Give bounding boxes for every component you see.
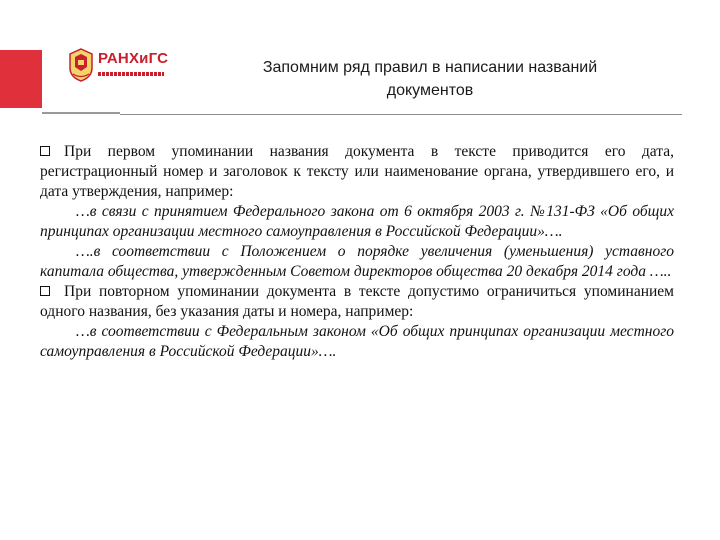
example-short-name: …в соответствии с Федеральным законом «Об общих принципах организации местного самоуправления в Российской Федерации»…. <box>40 323 674 360</box>
accent-bar <box>0 50 42 108</box>
rule-first-mention-text: При первом упоминании названия документа в тексте приводится его дата, регистрационный номер и заголовок к тексту или наименование органа, утвердившего его, и дата утверждения, например: <box>40 143 674 200</box>
accent-divider <box>42 112 120 114</box>
ranepa-logo <box>68 48 169 84</box>
checkbox-bullet-icon <box>40 146 50 156</box>
slide-content <box>40 142 674 362</box>
page-title: Запомним ряд правил в написании названий документов <box>262 59 598 99</box>
checkbox-bullet-icon <box>40 286 50 296</box>
rule-repeat-mention-text: При повторном упоминании документа в тексте допустимо ограничиться упоминанием одного названия, без указания даты и номера, например: <box>40 283 674 320</box>
emblem-icon <box>68 48 94 82</box>
logo-underline <box>98 72 164 76</box>
example-regulation: ….в соответствии с Положением о порядке увеличения (уменьшения) уставного капитала общества, утвержденным Советом директоров общества 20 декабря 2014 года ….. <box>40 243 674 280</box>
logo-text: РАНХиГС <box>98 50 169 67</box>
example-federal-law: …в связи с принятием Федерального закона от 6 октября 2003 г. №131-ФЗ «Об общих принципах организации местного самоуправления в Российской Федерации»…. <box>40 203 674 240</box>
rule-first-mention <box>40 142 674 202</box>
rule-repeat-mention <box>40 282 674 322</box>
title-divider <box>120 114 682 115</box>
